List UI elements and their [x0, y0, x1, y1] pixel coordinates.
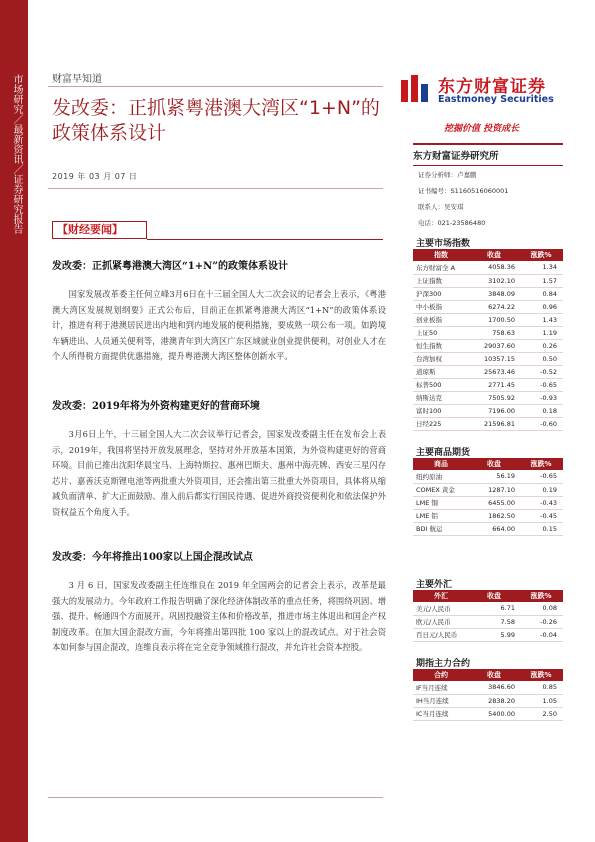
row-label: 标普500: [413, 378, 469, 391]
brand-logo: [400, 70, 560, 110]
row-change: 0.08: [519, 602, 563, 615]
table-row: [413, 483, 563, 496]
col-header: 涨跌%: [519, 590, 563, 602]
row-change: 1.19: [519, 326, 563, 339]
table-row: [413, 391, 563, 404]
article-2: [52, 400, 386, 520]
row-close: 21596.81: [469, 417, 519, 430]
analyst-cert: 证书编号：S1160516060001: [418, 187, 509, 195]
row-label: LME 铜: [413, 496, 469, 509]
table-row: [413, 365, 563, 378]
row-change: -0.26: [519, 615, 563, 628]
row-close: 6.71: [469, 602, 519, 615]
row-change: 0.85: [519, 681, 563, 694]
row-close: 1862.50: [469, 509, 519, 522]
commodity-title: 主要商品期货: [416, 448, 471, 458]
futures-table: [413, 669, 563, 721]
col-header: 涨跌%: [519, 458, 563, 470]
row-label: 中小板指: [413, 300, 469, 313]
row-change: 0.50: [519, 352, 563, 365]
row-close: 29037.60: [469, 339, 519, 352]
research-header-bar: [413, 143, 563, 145]
page-title: 发改委：正抓紧粤港澳大湾区“1+N”的政策体系设计: [52, 97, 380, 144]
series-label: 财富早知道: [52, 74, 102, 85]
row-close: 2771.45: [469, 378, 519, 391]
row-close: 1287.10: [469, 483, 519, 496]
col-header: 合约: [413, 669, 469, 681]
row-close: 3102.10: [469, 274, 519, 287]
row-change: 0.15: [519, 522, 563, 535]
row-change: 1.43: [519, 313, 563, 326]
sidebar-category: 市场研究／最新资讯／证券研究报告: [11, 74, 22, 234]
row-close: 56.19: [469, 470, 519, 483]
row-close: 664.00: [469, 522, 519, 535]
row-close: 5.99: [469, 628, 519, 641]
row-close: 7196.00: [469, 404, 519, 417]
table-row: [413, 300, 563, 313]
row-change: 1.05: [519, 694, 563, 707]
table-row: [413, 287, 563, 300]
row-change: 1.34: [519, 261, 563, 274]
table-row: [413, 615, 563, 628]
row-label: 沪深300: [413, 287, 469, 300]
row-close: 5400.00: [469, 707, 519, 720]
row-change: 0.18: [519, 404, 563, 417]
article-3: [52, 551, 386, 656]
market-index-table: [413, 249, 563, 431]
slogan: 挖掘价值 投资成长: [444, 124, 520, 134]
row-close: 3848.09: [469, 287, 519, 300]
row-change: 0.19: [519, 483, 563, 496]
table-row: [413, 470, 563, 483]
row-label: 欧元/人民币: [413, 615, 469, 628]
forex-title: 主要外汇: [416, 580, 453, 590]
article-title: 发改委：今年将推出100家以上国企混改试点: [52, 552, 253, 563]
article-body: 3 月 6 日，国家发改委副主任连维良在 2019 年全国两会的记者会上表示，改革是最强大的发展动力。今年政府工作报告明确了深化经济体制改革的重点任务，将围绕巩固、增强、提升、畅通四个方面展开。巩固投融资主体和价格改革，推进市场主体退出和国企产权制度改革。在加大国企混改方面，今年将推出第四批 100 家以上的混改试点。对于社会资本如何参与国企混改，连维良表示将在完全竞争领域推行混改，并允许社会资本控股。: [52, 580, 386, 652]
col-header: 外汇: [413, 590, 469, 602]
article-body: 3月6日上午，十三届全国人大二次会议举行记者会，国家发改委副主任在发布会上表示，2019年，我国将坚持开放发展理念，坚持对外开放基本国策，为外资构建更好的营商环境。目前已推出沈阳华晨宝马、上海特斯拉、惠州巴斯夫、惠州中海壳牌、西安三星闪存芯片、嘉善沃克斯锂电池等两批重大外资项目，还会推出第三批重大外资项目，具体将从缩减负面清单、扩大正面鼓励、准入前后都实行国民待遇、促进外商投资便利化和依法保护外资权益五个角度入手。: [52, 429, 386, 517]
row-close: 7505.92: [469, 391, 519, 404]
row-close: 4058.36: [469, 261, 519, 274]
table-row: [413, 602, 563, 615]
section-divider: [147, 239, 383, 240]
row-change: 1.57: [519, 274, 563, 287]
row-change: 0.26: [519, 339, 563, 352]
row-label: 东方财富全 A: [413, 261, 469, 274]
row-change: -0.45: [519, 509, 563, 522]
row-label: IH当月连续: [413, 694, 469, 707]
table-row: [413, 378, 563, 391]
row-change: -0.52: [519, 365, 563, 378]
row-label: 纳斯达克: [413, 391, 469, 404]
table-row: [413, 326, 563, 339]
row-change: -0.65: [519, 470, 563, 483]
table-row: [413, 707, 563, 720]
row-close: 6274.22: [469, 300, 519, 313]
row-label: 百日元/人民币: [413, 628, 469, 641]
row-label: 创业板指: [413, 313, 469, 326]
col-header: 收盘: [469, 590, 519, 602]
row-close: 3846.60: [469, 681, 519, 694]
title-divider: [48, 188, 383, 189]
table-row: [413, 274, 563, 287]
row-change: 0.96: [519, 300, 563, 313]
row-label: 恒生指数: [413, 339, 469, 352]
futures-title: 期指主力合约: [416, 659, 471, 669]
row-change: 0.84: [519, 287, 563, 300]
table-row: [413, 404, 563, 417]
row-close: 25673.46: [469, 365, 519, 378]
row-change: -0.43: [519, 496, 563, 509]
logo-mark-icon: [400, 74, 430, 104]
col-header: 指数: [413, 249, 469, 261]
row-label: 富时100: [413, 404, 469, 417]
row-label: 道琼斯: [413, 365, 469, 378]
logo-en-text: Eastmoney Securities: [438, 94, 554, 105]
table-row: [413, 628, 563, 641]
table-row: [413, 496, 563, 509]
row-close: 2838.20: [469, 694, 519, 707]
table-row: [413, 352, 563, 365]
row-change: -0.65: [519, 378, 563, 391]
section-tag: 【财经要闻】: [52, 221, 147, 239]
row-label: LME 铝: [413, 509, 469, 522]
table-row: [413, 681, 563, 694]
row-label: 上证指数: [413, 274, 469, 287]
col-header: 收盘: [469, 458, 519, 470]
col-header: 商品: [413, 458, 469, 470]
row-close: 6455.00: [469, 496, 519, 509]
row-label: 美元/人民币: [413, 602, 469, 615]
col-header: 涨跌%: [519, 249, 563, 261]
research-institute: 东方财富证券研究所: [413, 148, 563, 166]
analyst-name: 证券分析师：卢嘉鹏: [418, 171, 477, 179]
row-close: 1700.50: [469, 313, 519, 326]
table-row: [413, 509, 563, 522]
commodity-table: [413, 458, 563, 536]
forex-table: [413, 590, 563, 642]
footer-divider: [48, 797, 383, 798]
article-1: [52, 260, 386, 365]
table-row: [413, 694, 563, 707]
row-label: BDI 航运: [413, 522, 469, 535]
market-index-title: 主要市场指数: [416, 239, 471, 249]
row-change: -0.60: [519, 417, 563, 430]
contact-person: 联系人：吴安琪: [418, 203, 464, 211]
row-change: -0.04: [519, 628, 563, 641]
row-close: 10357.15: [469, 352, 519, 365]
row-label: 台湾加权: [413, 352, 469, 365]
table-row: [413, 339, 563, 352]
row-label: IF当月连续: [413, 681, 469, 694]
row-change: 2.50: [519, 707, 563, 720]
article-body: 国家发展改革委主任何立峰3月6日在十三届全国人大二次会议的记者会上表示，《粤港澳大湾区发展规划纲要》正式公布后，目前正在抓紧粤港澳大湾区“1+N”的政策体系设计，推进有利于港澳居民进出内地和到内地发展的便利措施，要成熟一项公布一项。如跨境车辆进出、人员通关便利等，港澳青年到大湾区广东区域就业创业提供便利，对创业人才在个人所得税方面提供优惠措施，提升粤港澳大湾区整体创新水平。: [52, 289, 386, 361]
row-change: -0.93: [519, 391, 563, 404]
table-row: [413, 313, 563, 326]
row-label: 日经225: [413, 417, 469, 430]
col-header: 涨跌%: [519, 669, 563, 681]
row-close: 7.58: [469, 615, 519, 628]
row-label: 纽约原油: [413, 470, 469, 483]
table-row: [413, 417, 563, 430]
report-date: 2019 年 03 月 07 日: [52, 172, 138, 181]
contact-phone: 电话：021-23586480: [418, 219, 486, 227]
table-row: [413, 522, 563, 535]
col-header: 收盘: [469, 669, 519, 681]
col-header: 收盘: [469, 249, 519, 261]
article-title: 发改委：2019年将为外资构建更好的营商环境: [52, 401, 260, 412]
row-close: 758.63: [469, 326, 519, 339]
row-label: COMEX 黄金: [413, 483, 469, 496]
article-title: 发改委：正抓紧粤港澳大湾区“1+N”的政策体系设计: [52, 261, 288, 272]
row-label: 上证50: [413, 326, 469, 339]
logo-cn-text: 东方财富证券: [438, 77, 546, 97]
table-row: [413, 261, 563, 274]
row-label: IC当月连续: [413, 707, 469, 720]
header-divider: [48, 86, 383, 87]
